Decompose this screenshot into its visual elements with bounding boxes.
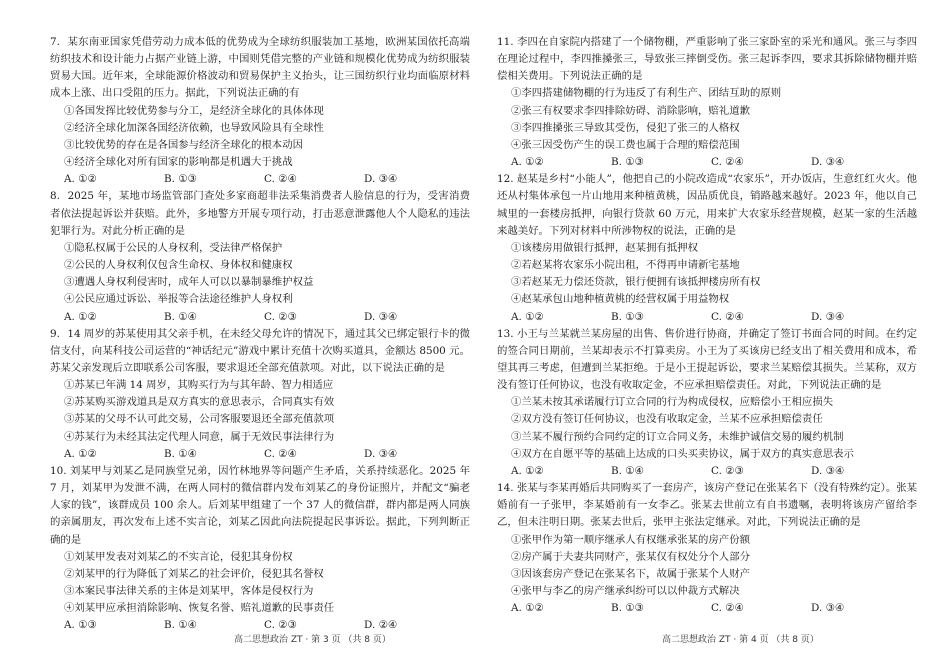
question-stem: 张某与李某再婚后共同购买了一套房产，该房产登记在张某名下（没有特殊约定）。张某婚前有一子张甲，李某婚前有一女李乙。张某去世前立有自书遗嘱，表明将该房产留给李乙，但未注明日期。张某去世后，张甲主张法定继承。对此，下列说法正确的是 bbox=[497, 482, 917, 529]
option-1: ①隐私权属于公民的人身权利，受法律严格保护 bbox=[64, 241, 283, 254]
option-4: ④双方在自愿平等的基础上达成的口头买卖协议，属于双方的真实意思表示 bbox=[511, 447, 854, 460]
question-stem: 李四在自家院内搭建了一个储物棚，严重影响了张三家卧室的采光和通风。张三与李四在理论过程中，李四推搡张三，导致张三摔倒受伤。张三起诉李四，要求其拆除储物棚并赔偿相关费用。下列说法正确的是 bbox=[497, 36, 917, 83]
answer-choices bbox=[50, 446, 470, 463]
option-2: ②张三有权要求李四排除妨碍、消除影响，赔礼道歉 bbox=[511, 104, 750, 117]
option-3: ③本案民事法律关系的主体是刘某甲，客体是侵权行为 bbox=[64, 585, 314, 597]
question-12 bbox=[497, 171, 917, 325]
option-4: ④苏某行为未经其法定代理人同意，属于无效民事法律行为 bbox=[64, 430, 335, 443]
choice-c: C. ②③ bbox=[711, 464, 744, 477]
question-7 bbox=[50, 34, 470, 188]
question-number: 13. bbox=[497, 327, 514, 340]
option-1: ①刘某甲发表对刘某乙的不实言论，侵犯其身份权 bbox=[64, 550, 293, 563]
choice-a: A. ①② bbox=[64, 173, 97, 186]
option-2: ②双方没有签订任何协议，也没有收取定金，兰某不应承担赔偿责任 bbox=[511, 413, 823, 426]
answer-choices bbox=[497, 309, 917, 326]
choice-d: D. ③④ bbox=[364, 447, 398, 460]
question-13 bbox=[497, 326, 917, 480]
answer-choices bbox=[497, 463, 917, 480]
answer-choices bbox=[50, 309, 470, 326]
choice-a: A. ①② bbox=[511, 310, 544, 323]
choice-b: B. ①④ bbox=[164, 447, 197, 460]
option-3: ③若赵某无力偿还贷款，银行便拥有该抵押楼房所有权 bbox=[511, 276, 761, 289]
answer-choices bbox=[497, 600, 917, 617]
choice-a: A. ①② bbox=[64, 447, 97, 460]
option-2: ②公民的人身权利仅包含生命权、身体权和健康权 bbox=[64, 259, 293, 272]
question-10 bbox=[50, 463, 470, 635]
question-stem: 小王与兰某就兰某房屋的出售、售价进行协商，并确定了签订书面合同的时间。在约定的签合同日期前，兰某却表示不打算卖房。小王为了买该房已经支出了相关费用和成本，希望其再三考虑，但遭到兰某拒绝。于是小王提起诉讼，要求兰某赔偿其损失。兰某称，双方没有签订任何协议，也没有收取定金，不应承担赔偿责任。对此，下列说法正确的是 bbox=[497, 327, 917, 392]
choice-d: D. ②④ bbox=[364, 619, 398, 632]
option-2: ②刘某甲的行为降低了刘某乙的社会评价，侵犯其名誉权 bbox=[64, 567, 324, 580]
page-footer-right: 高二思想政治 ZT · 第 4 页 （共 8 页） bbox=[662, 635, 819, 645]
question-8 bbox=[50, 188, 470, 325]
page-footer-left: 高二思想政治 ZT · 第 3 页 （共 8 页） bbox=[234, 635, 391, 645]
choice-d: D. ③④ bbox=[811, 602, 845, 615]
choice-c: C. ②③ bbox=[264, 619, 297, 632]
option-1: ①各国发挥比较优势参与分工，是经济全球化的具体体现 bbox=[64, 104, 324, 117]
choice-c: C. ②④ bbox=[711, 602, 744, 615]
option-3: ③苏某的父母不认可此交易，公司客服要退还全部充值款项 bbox=[64, 413, 335, 426]
question-number: 10. bbox=[50, 464, 67, 477]
choice-d: D. ③④ bbox=[811, 156, 845, 169]
question-number: 12. bbox=[497, 173, 514, 186]
option-3: ③兰某不履行预约合同约定的订立合同义务，未维护诚信交易的履约机制 bbox=[511, 430, 844, 443]
question-number: 9. bbox=[50, 327, 60, 340]
option-2: ②若赵某将农家乐小院出租，不得再申请新宅基地 bbox=[511, 259, 740, 272]
question-stem: 刘某甲与刘某乙是同族堂兄弟，因竹林地界等问题产生矛盾，关系持续恶化。2025 年 7 月，刘某甲为发泄不满，在两人同村的微信群内发布刘某乙的身份证照片，并配文“骗老人家的钱”，该群成员 100 余人。后刘某甲组建了一个 37 人的微信群，群内都是两人同族的亲属朋友，再次发布上述不实言论，刘某乙因此向法院提起民事诉讼。据此，下列判断正确的是 bbox=[50, 464, 470, 546]
question-9 bbox=[50, 326, 470, 463]
option-1: ①兰某未按其承诺履行订立合同的行为构成侵权，应赔偿小王相应损失 bbox=[511, 396, 834, 409]
answer-choices bbox=[50, 171, 470, 188]
choice-a: A. ①② bbox=[511, 602, 544, 615]
choice-b: B. ①③ bbox=[611, 310, 644, 323]
choice-c: C. ②③ bbox=[264, 310, 297, 323]
choice-a: A. ①② bbox=[511, 156, 544, 169]
choice-b: B. ①③ bbox=[164, 173, 197, 186]
choice-a: A. ①③ bbox=[64, 619, 97, 632]
option-3: ③遭遇人身权利侵害时，成年人可以以暴制暴维护权益 bbox=[64, 276, 314, 289]
question-stem: 14 周岁的苏某使用其父亲手机，在未经父母允许的情况下，通过其父已绑定银行卡的微信支付，向某科技公司运营的“神话纪元”游戏中累计充值十次购买道具，金额达 8500 元。苏某父亲发现后立即联系公司客服，要求退还全部充值款项。对此，以下说法正确的是 bbox=[50, 327, 470, 374]
choice-d: D. ③④ bbox=[811, 464, 845, 477]
choice-d: D. ③④ bbox=[364, 310, 398, 323]
option-1: ①李四搭建储物棚的行为违反了有利生产、团结互助的原则 bbox=[511, 87, 782, 100]
left-page-column bbox=[50, 34, 470, 634]
option-4: ④张三因受伤产生的误工费也属于合理的赔偿范围 bbox=[511, 138, 740, 151]
option-4: ④公民应通过诉讼、举报等合法途径维护人身权利 bbox=[64, 293, 293, 306]
option-4: ④经济全球化对所有国家的影响都是机遇大于挑战 bbox=[64, 156, 293, 169]
option-4: ④赵某承包山地种植黄桃的经营权属于用益物权 bbox=[511, 293, 730, 306]
question-number: 7. bbox=[50, 36, 60, 48]
option-2: ②房产属于夫妻共同财产，张某仅有权处分个人部分 bbox=[511, 550, 750, 563]
option-2: ②苏某购买游戏道具是双方真实的意思表示，合同真实有效 bbox=[64, 396, 335, 409]
right-page-column bbox=[497, 34, 917, 617]
choice-b: B. ①④ bbox=[164, 310, 197, 323]
choice-d: D. ③④ bbox=[811, 310, 845, 323]
choice-d: D. ③④ bbox=[364, 173, 398, 186]
question-number: 8. bbox=[50, 190, 60, 203]
question-stem: 2025 年，某地市场监管部门查处多家商超非法采集消费者人脸信息的行为，受害消费者依法提起诉讼并获赔。此外，多地警方开展专项行动，打击恶意泄露他人个人隐私的违法犯罪行为。对此分析正确的是 bbox=[50, 190, 470, 237]
question-11 bbox=[497, 34, 917, 171]
question-stem: 赵某是乡村“小能人”，他把自己的小院改造成“农家乐”，开办饭店，生意红红火火。他还从村集体承包一片山地用来种植黄桃，因品质优良，销路越来越好。2023 年，他以自己城里的一套楼房抵押，向银行贷款 60 万元，用来扩大农家乐经营规模，赵某一家的生活越来越美好。下列对材料中所涉物权的说法，正确的是 bbox=[497, 173, 917, 237]
option-1: ①张甲作为第一顺序继承人有权继承张某的房产份额 bbox=[511, 533, 750, 546]
choice-b: B. ①④ bbox=[164, 619, 197, 632]
option-3: ③李四推搡张三导致其受伤，侵犯了张三的人格权 bbox=[511, 121, 740, 134]
question-number: 14. bbox=[497, 482, 514, 495]
answer-choices bbox=[497, 154, 917, 171]
option-4: ④张甲与李乙的房产继承纠纷可以以仲裁方式解决 bbox=[511, 585, 740, 597]
question-number: 11. bbox=[497, 36, 514, 48]
option-3: ③比较优势的存在是各国参与经济全球化的根本动因 bbox=[64, 138, 303, 151]
option-4: ④刘某甲应承担消除影响、恢复名誉、赔礼道歉的民事责任 bbox=[64, 602, 335, 615]
question-stem: 某东南亚国家凭借劳动力成本低的优势成为全球纺织服装加工基地，欧洲某国依托高端纺织技术和设计能力占据产业链上游，中国则凭借完整的产业链和规模化优势成为纺织服装贸易大国。近年来，全球能源价格波动和贸易保护主义抬头，让三国纺织行业均面临原材料成本上涨、出口受阻的压力。据此，下列说法正确的有 bbox=[50, 36, 470, 100]
choice-b: B. ①③ bbox=[611, 602, 644, 615]
choice-a: A. ①② bbox=[511, 464, 544, 477]
option-2: ②经济全球化加深各国经济依赖，也导致风险具有全球性 bbox=[64, 121, 324, 134]
choice-c: C. ②④ bbox=[264, 173, 297, 186]
option-1: ①该楼房用做银行抵押，赵某拥有抵押权 bbox=[511, 241, 699, 254]
choice-c: C. ②④ bbox=[711, 310, 744, 323]
choice-b: B. ①③ bbox=[611, 156, 644, 169]
question-14 bbox=[497, 480, 917, 617]
choice-c: C. ②④ bbox=[711, 156, 744, 169]
option-3: ③因该套房产登记在张某名下，故属于张某个人财产 bbox=[511, 567, 750, 580]
choice-b: B. ①④ bbox=[611, 464, 644, 477]
choice-c: C. ②④ bbox=[264, 447, 297, 460]
option-1: ①苏某已年满 14 周岁，其购买行为与其年龄、智力相适应 bbox=[64, 379, 334, 392]
choice-a: A. ①② bbox=[64, 310, 97, 323]
